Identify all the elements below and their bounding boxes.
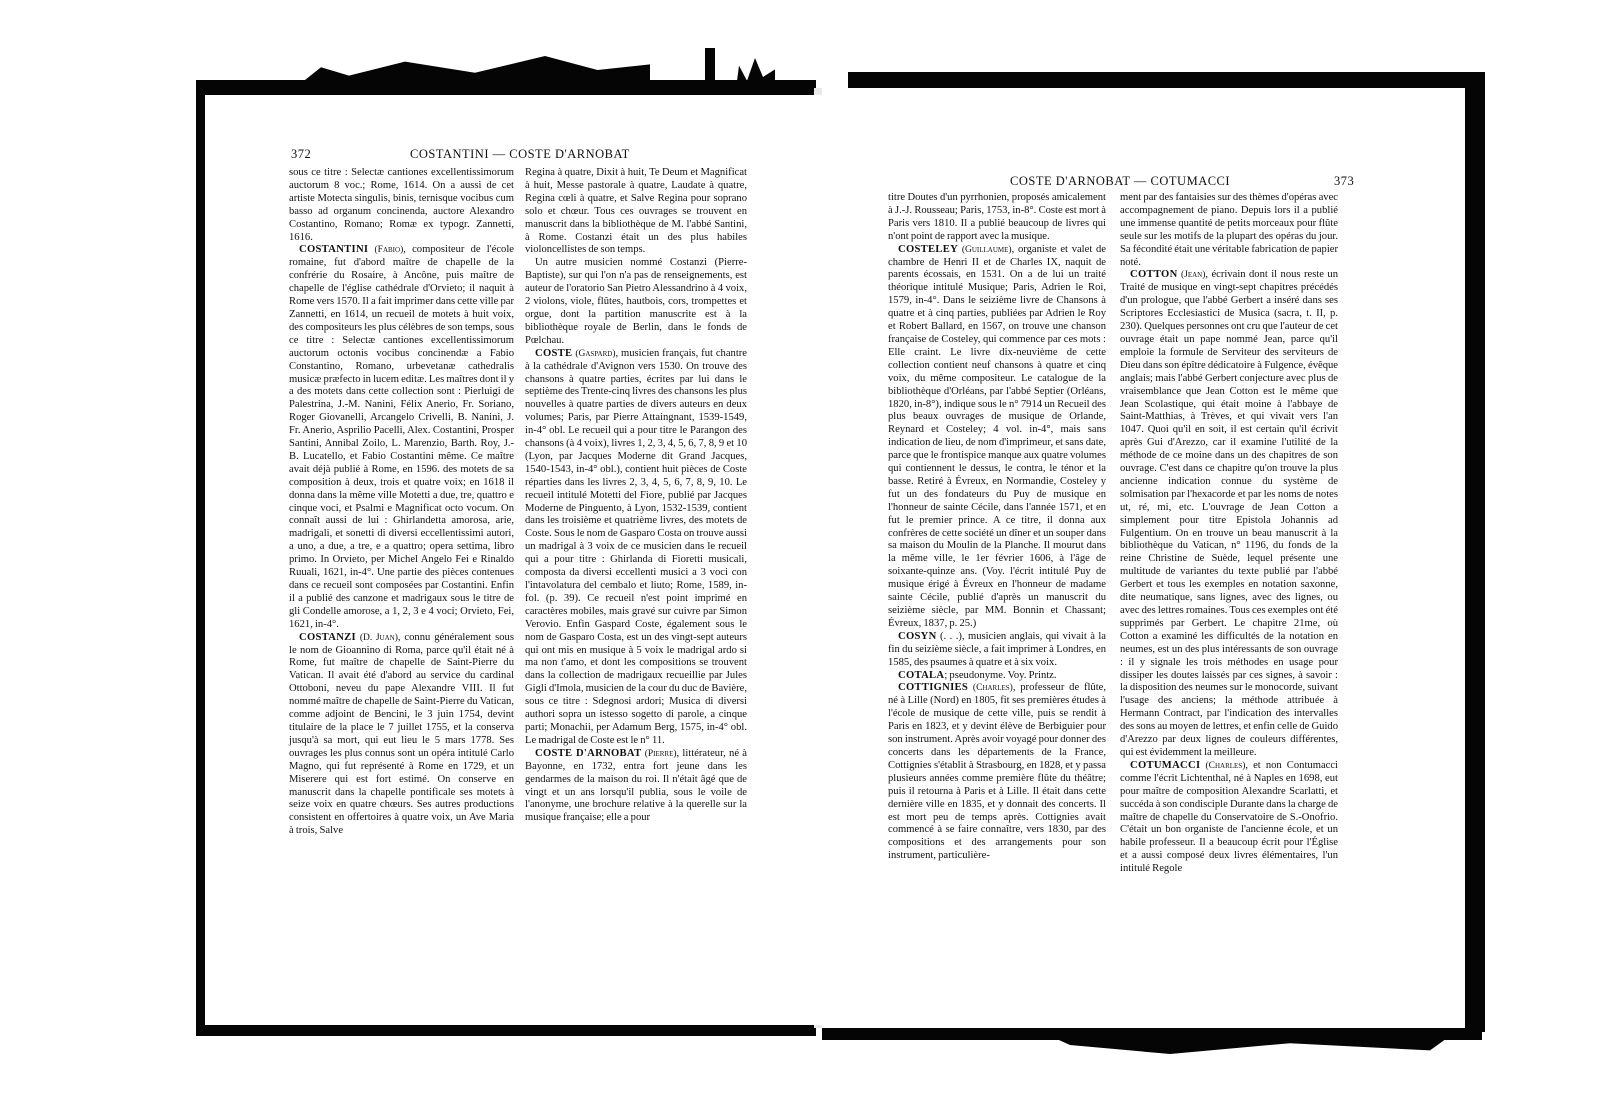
left-page	[205, 95, 822, 1025]
entry-forename: (Pierre)	[644, 748, 677, 759]
entry-text: Un autre musicien nommé Costanzi (Pierre-Baptiste), sur qui l'on n'a pas de renseignements, est auteur de l'oratorio San Pietro Alessandrino à 4 voix, 2 violons, viole, flûtes, hautbois, cors, trompettes et orgue, dont la partition manuscrite est à la bibliothèque royale de Berlin, dans le fonds de Pœlchau.	[525, 257, 747, 346]
entry-forename: (Guillaume)	[961, 244, 1012, 255]
entry-headword: COSTELEY	[898, 243, 959, 255]
left-running-head: COSTANTINI — COSTE D'ARNOBAT	[410, 147, 630, 161]
entry-forename: (Charles)	[1205, 760, 1246, 771]
entry-headword: COSYN	[898, 630, 937, 642]
article-paragraph	[525, 257, 747, 347]
scan-marks-top-center	[705, 48, 715, 96]
right-column-1	[888, 192, 1106, 863]
entry-text: , organiste et valet de chambre de Henri II et de Charles IX, naquit de parents écossais, en 1531. On a de lui un traité théorique intitulé Musique; Paris, Adrien le Roi, 1579, in-4°. Dans le seizième livre de Chansons à quatre et à cinq parties, publiées par Adrien le Roy et Robert Ballard, en 1567, on trouve une chanson française de Costeley, qui commence par ces mots : Elle craint. Le livre dix-neuvième de cette collection contient neuf chansons à quatre et cinq voix, du même compositeur. Le catalogue de la bibliothèque d'Orléans, par l'abbé Septier (Orléans, 1820, in-8°), indique sous le n° 7914 un Recueil des plus beaux ouvrages de musique de Orlande, Reynard et Costeley; 4 vol. in-4°, mais sans indication de lieu, de nom d'imprimeur, et sans date, parce que le frontispice manque aux quatre volumes qui contiennent le dessus, le contra, le ténor et la basse. Retiré à Évreux, en Normandie, Costeley y fut un des fondateurs du Puy de musique en l'honneur de sainte Cécile, dans l'année 1571, et en fut le premier prince. A ce titre, il donna aux confrères de cette société un dîner et un souper dans sa maison du Moulin de la Planche. Il mourut dans la même ville, le 1er février 1606, à l'âge de soixante-quinze ans. (Voy. l'écrit intitulé Puy de musique érigé à Évreux en l'honneur de madame sainte Cécile, publié d'après un manuscrit du seizième siècle, par MM. Bonnin et Chassant; Évreux, 1837, p. 25.)	[888, 243, 1106, 629]
article-paragraph	[1120, 269, 1338, 759]
right-page	[822, 88, 1465, 1028]
left-column-2	[525, 167, 747, 825]
entry-text: titre Doutes d'un pyrrhonien, proposés amicalement à J.-J. Rousseau; Paris, 1753, in-8°. Coste est mort à Paris vers 1810. Il a publié beaucoup de livres qui n'ont point de rapport avec la musique.	[888, 192, 1106, 242]
article-paragraph	[289, 244, 514, 631]
entry-text: Regina à quatre, Dixit à huit, Te Deum et Magnificat à huit, Messe pastorale à quatre, Laudate à quatre, Regina cœli à quatre, et Salve Regina pour soprano solo et chœur. Tous ces ouvrages se trouvent en manuscrit dans la bibliothèque de M. l'abbé Santini, à Rome. Costanzi était un des plus habiles violoncellistes de son temps.	[525, 167, 747, 256]
article-paragraph	[525, 167, 747, 257]
entry-forename: (Gaspard)	[575, 348, 616, 359]
scan-smudge-top-left	[300, 56, 650, 84]
entry-text: , musicien français, fut chantre à la cathédrale d'Avignon vers 1530. On trouve des chansons à quatre parties, écrites par lui dans le septième des Trente-cinq livres des chansons les plus nouvelles à quatre parties de divers auteurs en deux volumes; Paris, par Pierre Attaingnant, 1539-1549, in-4° obl. Le recueil qui a pour titre le Parangon des chansons (à 4 voix), livres 1, 2, 3, 4, 5, 6, 7, 8, 9 et 10 (Lyon, par Jacques Moderne dit Grand Jacques, 1540-1543, in-4° obl.), contient huit pièces de Coste réparties dans les livres 2, 3, 4, 5, 6, 7, 8, 9, 10. Le recueil intitulé Motetti del Fiore, publié par Jacques Moderne de Pinguento, à Lyon, 1532-1539, contient dans les troisième et quatrième livres, des motets de Coste. Sous le nom de Gasparo Costa on trouve aussi un madrigal à 3 voix de ce musicien dans le recueil qui a pour titre : Ghirlanda di Fioretti musicali, composta da diversi eccellenti musici a 3 voci con l'intavolatura del cembalo et liuto; Rome, 1589, in-fol. (p. 39). Ce recueil n'est point imprimé en caractères mobiles, mais gravé sur cuivre par Simon Verovio. Enfin Gaspard Coste, également sous le nom de Gasparo Costa, est un des vingt-sept auteurs qui ont mis en musique à 5 voix le madrigal ardo si ma non t'amo, et dont les compositions se trouvent dans la collection de madrigaux recueillie par Jules Gigli d'Imola, musicien de la cour du duc de Bavière, sous ce titre : Sdegnosi ardori; Musica di diversi authori sopra un istesso sogetto di parole, a cinque parti; Monachii, per Adamum Berg, 1575, in-4° obl. Le madrigal de Coste est le n° 11.	[525, 347, 747, 746]
article-paragraph	[888, 631, 1106, 670]
left-column-1	[289, 167, 514, 838]
entry-text: ; pseudonyme. Voy. Printz.	[944, 669, 1057, 681]
right-column-2	[1120, 192, 1338, 876]
left-page-number: 372	[291, 147, 312, 161]
entry-forename: (Fabio)	[374, 245, 404, 256]
scan-border-right	[1465, 72, 1485, 1032]
entry-headword: COTTON	[1130, 269, 1178, 281]
article-paragraph	[289, 167, 514, 244]
entry-text: , connu généralement sous le nom de Gioannino di Roma, parce qu'il était né à Rome, fut maître de chapelle de Saint-Pierre du Vatican. Il avait été d'abord au service du cardinal Ottoboni, neveu du pape Alexandre VIII. Il fut nommé maître de chapelle de Saint-Pierre du Vatican, comme adjoint de Bencini, le 3 juin 1754, devint titulaire de la place le 7 juillet 1755, et la conserva jusqu'à sa mort, qui eut lieu le 5 mars 1778. Ses ouvrages les plus connus sont un opéra intitulé Carlo Magno, qui fut représenté à Rome en 1729, et un Miserere qui est fort estimé. On conserve en manuscrit dans la chapelle pontificale ses motets à seize voix en quatre chœurs. Ses autres productions consistent en offertoires à quatre voix, un Ave Maria à trois, Salve	[289, 631, 514, 837]
entry-text: sous ce titre : Selectæ cantiones excellentissimorum auctorum 8 voc.; Rome, 1614. On a aussi de cet artiste Motecta singulis, binis, ternisque vocibus cum basso ad organum concinenda, auctore Alexandro Costantino, Romano; Romæ ex typogr. Zannetti, 1616.	[289, 167, 514, 243]
right-running-head: COSTE D'ARNOBAT — COTUMACCI	[1010, 174, 1231, 188]
article-paragraph	[525, 348, 747, 748]
article-paragraph	[289, 632, 514, 839]
article-paragraph	[525, 748, 747, 825]
entry-text: , compositeur de l'école romaine, fut d'abord maître de chapelle de la confrérie du Rosaire, à Ancône, puis maître de chapelle de l'église cathédrale d'Orvieto; il naquit à Rome vers 1570. Il a fait imprimer dans cette ville par Zannetti, en 1614, un recueil de motets à huit voix, des compositeurs les plus célèbres de son temps, sous ce titre : Selectæ cantiones excellentissimorum auctorum octonis vocibus concinendæ a Fabio Constantino, Romano, urbevetanæ cathedralis musicæ præfecto in lucem editæ. Les maîtres dont il y a des motets dans cette collection sont : Pierluigi de Palestrina, J.-M. Nanini, Félix Anerio, Fr. Soriano, Roger Giovanelli, Arcangelo Crivelli, B. Nanini, J. Fr. Anerio, Asprilio Pacelli, Alex. Costantini, Prosper Santini, Annibal Zoilo, L. Marenzio, Barth. Roy, J.-B. Lucatello, et Fabio Costantini même. Ce maître avait déjà publié à Rome, en 1596. des motets de sa composition à deux, trois et quatre voix; en 1618 il donna dans la même ville Motetti a due, tre, quattro e cinque voci, et Psalmi e Magnificat octo vocum. On connaît aussi de lui : Ghirlandetta amorosa, arie, madrigali, et sonetti di diversi eccellentissimi autori, a uno, a due, a tre, e a quattro; opera settima, libro primo. In Orvieto, per Michel Angelo Fei e Rinaldo Ruuali, 1621, in-4°. Une partie des pièces contenues dans ce recueil sont composées par Costantini. Enfin il a publié des canzone et madrigaux sous le titre de gli Condelle amorose, a 1, 2, 3 e 4 voci; Orvieto, Fei, 1621, in-4°.	[289, 244, 514, 630]
entry-headword: COSTE	[535, 347, 573, 359]
scan-marks-top-center-2	[735, 58, 775, 96]
entry-forename: (D. Juan)	[359, 632, 398, 643]
entry-headword: COTUMACCI	[1130, 759, 1201, 771]
entry-text: , et non Contumacci comme l'écrit Lichtenthal, né à Naples en 1698, eut pour maître de composition Alexandre Scarlatti, et succéda à son condisciple Durante dans la charge de maître de chapelle du Conservatoire de S.-Onofrio. C'était un bon organiste de l'ancienne école, et un habile professeur. Il a beaucoup écrit pour l'Église et a aussi composé deux livres élémentaires, l'un intitulé Regole	[1120, 759, 1338, 875]
entry-headword: COSTANTINI	[299, 244, 369, 256]
article-paragraph	[888, 670, 1106, 683]
entry-text: , écrivain dont il nous reste un Traité de musique en vingt-sept chapitres précédés d'un prologue, que l'abbé Gerbert a inséré dans ses Scriptores Ecclesiastici de Musica (sacra, t. II, p. 230). Quelques personnes ont cru que l'auteur de cet ouvrage était un pape nommé Jean, parce qu'il emploie la formule de Serviteur des serviteurs de Dieu dans son épître dédicatoire à Fulgence, évêque anglais; mais l'abbé Gerbert conjecture avec plus de vraisemblance que Jean Cotton est le même que Jean Scolastique, qui était moine à l'abbaye de Saint-Matthias, à Trèves, et qui vivait vers l'an 1047. Quoi qu'il en soit, il est certain qu'il écrivit après Gui d'Arezzo, car il examine l'utilité de la méthode de ce moine dans un des chapitres de son ouvrage. C'est dans ce chapitre qu'on trouve la plus ancienne indication connue du système de solmisation par l'hexacorde et par les noms de notes ut, ré, mi, etc. L'ouvrage de Jean Cotton a simplement pour titre Epistola Johannis ad Fulgentium. On en trouve un beau manuscrit à la bibliothèque du Vatican, n° 1196, du fonds de la reine Christine de Suède, lequel présente une multitude de variantes du texte publié par l'abbé Gerbert et tous les exemples en notation saxonne, dite neumatique, sans lignes, avec des lignes, ou avec des lettres romaines. Tous ces exemples ont été supprimés par Gerbert. Le chapitre 21me, où Cotton a examiné les difficultés de la notation en neumes, est un des plus intéressants de son ouvrage : il y signale les trois méthodes en usage pour dissiper les doutes laissés par ces signes, à savoir : la disposition des neumes sur le monocorde, suivant l'usage des anciens; la méthode attribuée à Hermann Contract, par l'indication des intervalles des sons au moyen de lettres, et enfin celle de Guido d'Arezzo par deux lignes de couleurs différentes, qui est évidemment la meilleure.	[1120, 269, 1338, 758]
right-page-number: 373	[1334, 174, 1355, 188]
entry-text: (. . .), musicien anglais, qui vivait à la fin du seizième siècle, a fait imprimer à Londres, en 1585, des psaumes à quatre et à six voix.	[888, 630, 1106, 668]
entry-headword: COSTE D'ARNOBAT	[535, 747, 642, 759]
entry-text: , professeur de flûte, né à Lille (Nord) en 1805, fit ses premières études à l'école de musique de cette ville, puis se rendit à Paris en 1823, et y devint élève de Berbiguier pour son instrument. Après avoir voyagé pour donner des concerts dans les départements de la France, Cottignies s'établit à Strasbourg, en 1828, et y passa plusieurs années comme première flûte du théâtre; puis il retourna à Paris et à Lille. Il était dans cette dernière ville en 1835, et y donnait des concerts. Il est mort peu de temps après. Cottignies avait commencé à se faire connaître, vers 1830, par des compositions et des arrangements pour son instrument, particulière-	[888, 682, 1107, 862]
article-paragraph	[888, 682, 1106, 863]
article-paragraph	[888, 192, 1106, 244]
article-paragraph	[888, 244, 1106, 631]
entry-text: ment par des fantaisies sur des thèmes d'opéras avec accompagnement de piano. Depuis lors il a publié une immense quantité de petits morceaux pour flûte seule sur les motifs de la plupart des opéras du jour. Sa fécondité était une véritable fabrication de papier noté.	[1120, 192, 1338, 268]
entry-headword: COTALA	[898, 669, 945, 681]
scan-smudge-bottom-right	[1050, 1036, 1450, 1054]
entry-headword: COTTIGNIES	[898, 682, 969, 694]
entry-forename: (Charles)	[972, 683, 1013, 694]
entry-headword: COSTANZI	[299, 631, 356, 643]
entry-forename: (Jean)	[1180, 270, 1206, 281]
entry-text: , littérateur, né à Bayonne, en 1732, entra fort jeune dans les gendarmes de la maison du roi. Il n'était âgé que de vingt et un ans lorsqu'il publia, sous le voile de l'anonyme, une brochure relative à la querelle sur la musique française; elle a pour	[525, 747, 747, 824]
article-paragraph	[1120, 760, 1338, 876]
article-paragraph	[1120, 192, 1338, 269]
